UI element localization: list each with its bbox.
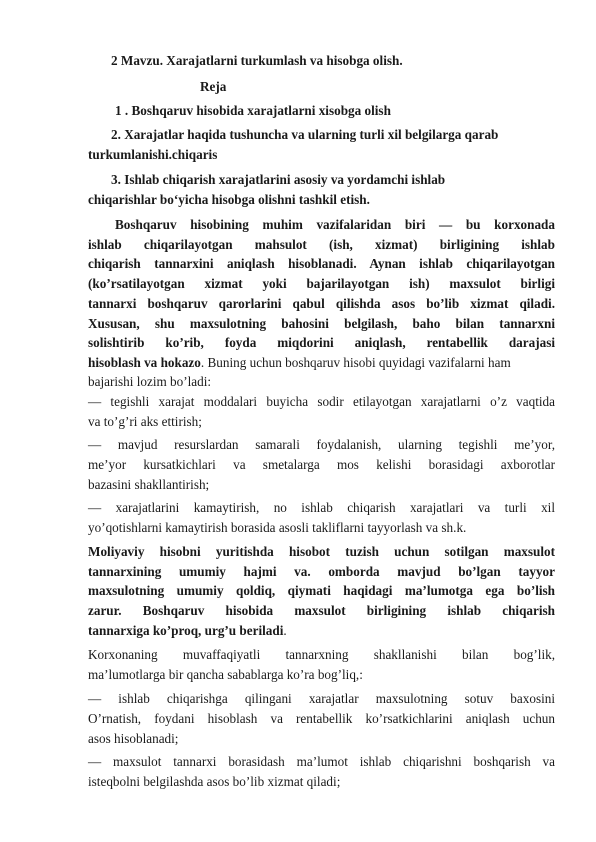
bullet3-line-2: yo’qotishlarni kamaytirish borasida asosli takliflarni tayyorlash va sh.k. <box>88 520 467 535</box>
para2-line-2: tannarxining umumiy hajmi va. omborda mavjud bo’lgan tayyor <box>88 564 555 579</box>
para1-line-5: tannarxi boshqaruv qarorlarini qabul qilishda asos bo’lib xizmat qiladi. <box>88 296 555 311</box>
bullet2-line-1: — mavjud resurslardan samarali foydalanish, ularning tegishli me’yor, <box>88 437 555 452</box>
para1-normal-tail: . Buning uchun boshqaruv hisobi quyidagi vazifalarni ham <box>200 355 511 370</box>
para2-bold-end: tannarxiga ko’proq, urg’u beriladi <box>88 623 284 638</box>
bullet2-line-3: bazasini shakllantirish; <box>88 477 210 492</box>
page-title: 2 Mavzu. Xarajatlarni turkumlash va hisobga olish. <box>111 53 403 68</box>
plan-item-3-cont: chiqarishlar bo‘yicha hisobga olishni tashkil etish. <box>88 192 370 207</box>
bullet4-line-1: — ishlab chiqarishga qilingani xarajatlar maxsulotning sotuv baxosini <box>88 691 555 706</box>
para2-tail: . <box>283 623 287 638</box>
bullet2-line-2: me’yor kursatkichlari va smetalarga mos kelishi borasidagi axborotlar <box>88 457 555 472</box>
para1-line-3: chiqarish tannarxini aniqlash hisoblanadi. Aynan ishlab chiqarilayotgan <box>88 256 555 271</box>
plan-item-3: 3. Ishlab chiqarish xarajatlarini asosiy va yordamchi ishlab <box>111 172 446 187</box>
para2-line-3: maxsulotning umumiy qoldiq, qiymati haqidagi ma’lumotga ega bo’lish <box>88 583 555 598</box>
para1-line-6: Xususan, shu maxsulotning bahosini belgilash, baho bilan tannarxni <box>88 316 555 331</box>
para1-line-7: solishtirib ko’rib, foyda miqdorini aniqlash, rentabellik darajasi <box>88 335 555 350</box>
para1-line-1: Boshqaruv hisobining muhim vazifalaridan biri — bu korxonada <box>115 217 555 232</box>
bullet3-line-1: — xarajatlarini kamaytirish, no ishlab chiqarish xarajatlari va turli xil <box>88 500 555 515</box>
para1-line-9: bajarishi lozim bo’ladi: <box>88 374 212 389</box>
para1-line-4: (ko’rsatilayotgan xizmat yoki bajarilayotgan ish) maxsulot birligi <box>88 276 555 291</box>
bullet4-line-2: O’rnatish, foydani hisoblash va rentabellik ko’rsatkichlarini aniqlash uchun <box>88 711 555 726</box>
para1-bold-end: hisoblash va hokazo <box>88 355 201 370</box>
plan-item-1: 1 . Boshqaruv hisobida xarajatlarni xisobga olish <box>115 103 391 118</box>
bullet5-line-1: — maxsulot tannarxi borasidash ma’lumot ishlab chiqarishni boshqarish va <box>88 754 555 769</box>
para1-line-8 <box>88 354 511 372</box>
para2-line-4: zarur. Boshqaruv hisobida maxsulot birligining ishlab chiqarish <box>88 603 555 618</box>
bullet4-line-3: asos hisoblanadi; <box>88 731 179 746</box>
para3-line-2: ma’lumotlarga bir qancha sabablarga ko’ra bog’liq,: <box>88 667 363 682</box>
para2-line-5 <box>88 622 287 640</box>
plan-item-2: 2. Xarajatlar haqida tushuncha va ularning turli xil belgilarga qarab <box>111 127 499 142</box>
bullet1-line-1: — tegishli xarajat moddalari buyicha sodir etilayotgan xarajatlarni o’z vaqtida <box>88 394 555 409</box>
para1-line-2: ishlab chiqarilayotgan mahsulot (ish, xizmat) birligining ishlab <box>88 237 555 252</box>
bullet5-line-2: isteqbolni belgilashda asos bo’lib xizmat qiladi; <box>88 774 341 789</box>
plan-item-2-cont: turkumlanishi.chiqaris <box>88 147 218 162</box>
para2-line-1: Moliyaviy hisobni yuritishda hisobot tuzish uchun sotilgan maxsulot <box>88 544 555 559</box>
plan-heading: Reja <box>200 79 227 94</box>
bullet1-line-2: va to’g’ri aks ettirish; <box>88 414 202 429</box>
para3-line-1: Korxonaning muvaffaqiyatli tannarxning shakllanishi bilan bog’lik, <box>88 647 555 662</box>
